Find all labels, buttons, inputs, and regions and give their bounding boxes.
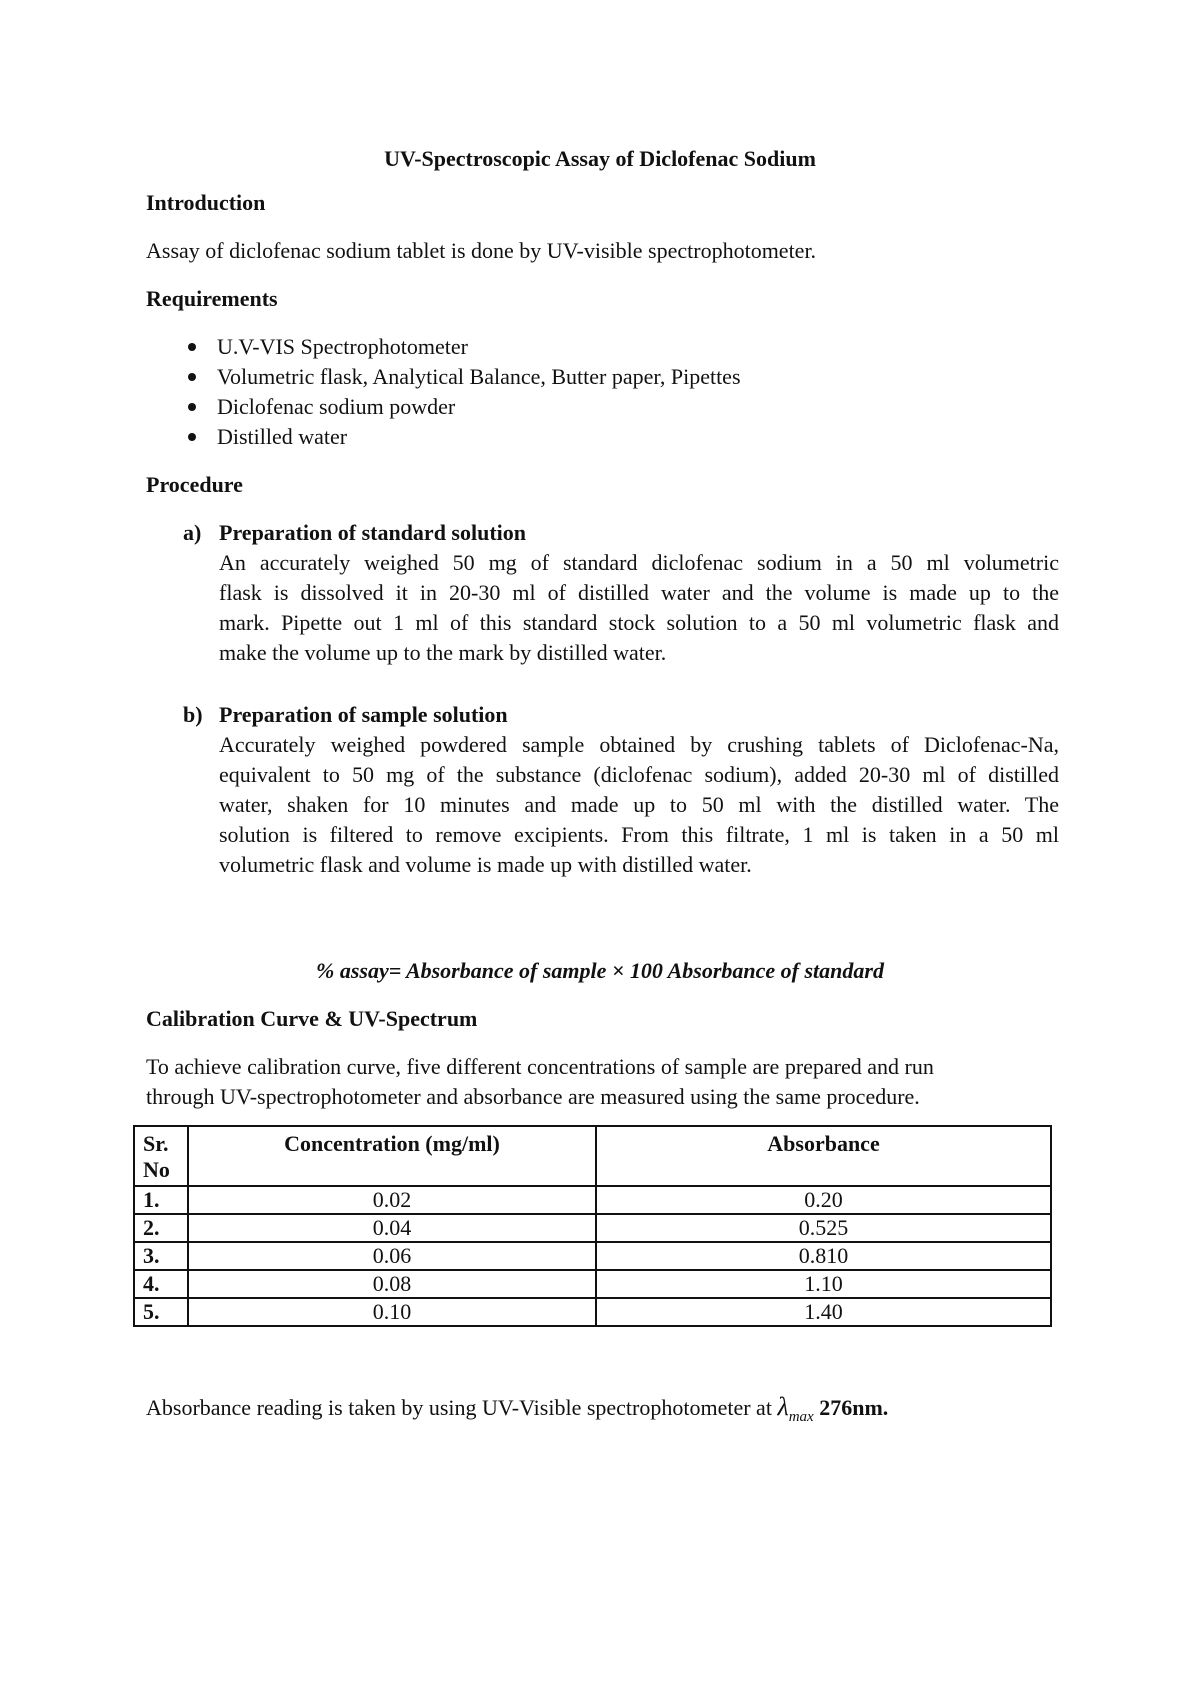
table-header-row [134, 1126, 1051, 1186]
table-cell-sr: 3. [134, 1242, 188, 1270]
requirement-item: Diclofenac sodium powder [188, 394, 455, 420]
table-cell-absorbance: 0.525 [596, 1214, 1051, 1242]
absorbance-note [146, 1392, 888, 1426]
introduction-text: Assay of diclofenac sodium tablet is done by UV-visible spectrophotometer. [146, 238, 817, 263]
table-cell-sr: 1. [134, 1186, 188, 1214]
introduction-heading: Introduction [146, 190, 266, 215]
requirement-item: U.V-VIS Spectrophotometer [188, 334, 468, 360]
requirement-item: Distilled water [188, 424, 347, 450]
table-row [134, 1214, 1051, 1242]
table-cell-concentration: 0.10 [188, 1298, 596, 1326]
calibration-table [133, 1125, 1052, 1327]
table-cell-sr: 4. [134, 1270, 188, 1298]
table-cell-concentration: 0.04 [188, 1214, 596, 1242]
bullet-icon [188, 403, 196, 411]
table-cell-absorbance: 0.20 [596, 1186, 1051, 1214]
bullet-icon [188, 343, 196, 351]
table-row [134, 1298, 1051, 1326]
step-label: b) [183, 702, 203, 727]
table-cell-sr: 5. [134, 1298, 188, 1326]
table-cell-concentration: 0.06 [188, 1242, 596, 1270]
bullet-icon [188, 373, 196, 381]
step-title: Preparation of sample solution [219, 702, 508, 727]
bullet-icon [188, 433, 196, 441]
table-row [134, 1186, 1051, 1214]
table-row [134, 1242, 1051, 1270]
step-title: Preparation of standard solution [219, 520, 527, 545]
column-header-sr-no: Sr. No [134, 1126, 188, 1186]
table-cell-concentration: 0.02 [188, 1186, 596, 1214]
calibration-text-line: To achieve calibration curve, five different concentrations of sample are prepared and run [146, 1054, 934, 1079]
procedure-heading: Procedure [146, 472, 243, 497]
assay-formula: % assay= Absorbance of sample × 100 Absorbance of standard [316, 958, 884, 983]
document-title: UV-Spectroscopic Assay of Diclofenac Sodium [384, 146, 816, 171]
table-cell-absorbance: 1.10 [596, 1270, 1051, 1298]
step-paragraph: An accurately weighed 50 mg of standard diclofenac sodium in a 50 ml volumetric flask is dissolved it in 20-30 ml of distilled water and the volume is made up to the mark. Pipette out 1 ml of this standard stock solution to a 50 ml volumetric flask and make the volume up to the mark by distilled water. [219, 550, 1059, 665]
calibration-text-line: through UV-spectrophotometer and absorbance are measured using the same procedure. [146, 1084, 920, 1109]
column-header-absorbance: Absorbance [596, 1126, 1051, 1186]
requirement-item: Volumetric flask, Analytical Balance, Butter paper, Pipettes [188, 364, 741, 390]
requirements-heading: Requirements [146, 286, 278, 311]
calibration-heading: Calibration Curve & UV-Spectrum [146, 1006, 478, 1031]
step-label: a) [183, 520, 202, 545]
table-cell-absorbance: 1.40 [596, 1298, 1051, 1326]
lambda-symbol: $\lambda_{max}$ [777, 1392, 814, 1426]
absorbance-note-text: Absorbance reading is taken by using UV-Visible spectrophotometer at [146, 1395, 778, 1420]
table-cell-concentration: 0.08 [188, 1270, 596, 1298]
lambda-subscript: max [788, 1409, 814, 1426]
step-paragraph: Accurately weighed powdered sample obtained by crushing tablets of Diclofenac-Na, equivalent to 50 mg of the substance (diclofenac sodium), added 20-30 ml of distilled water, shaken for 10 minutes and made up to 50 ml with the distilled water. The solution is filtered to remove excipients. From this filtrate, 1 ml is taken in a 50 ml volumetric flask and volume is made up with distilled water. [219, 732, 1059, 877]
column-header-concentration: Concentration (mg/ml) [188, 1126, 596, 1186]
table-cell-absorbance: 0.810 [596, 1242, 1051, 1270]
table-row [134, 1270, 1051, 1298]
wavelength-value: 276nm. [819, 1395, 889, 1420]
table-cell-sr: 2. [134, 1214, 188, 1242]
